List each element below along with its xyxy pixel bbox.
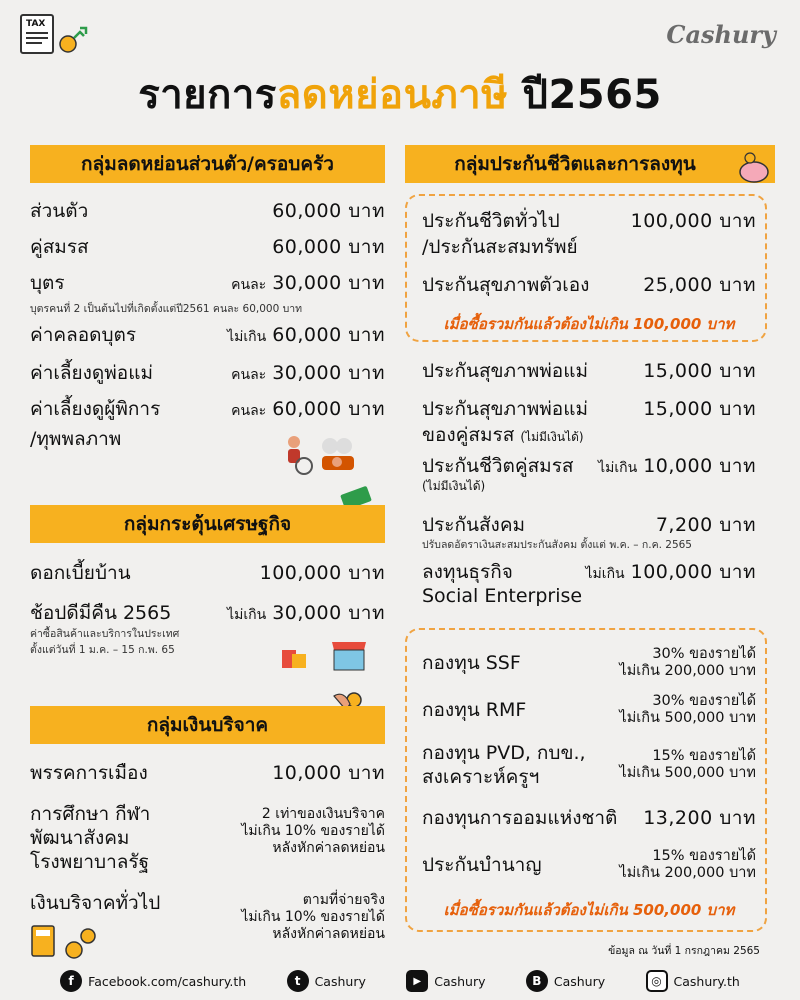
- item-label: พัฒนาสังคม: [30, 827, 130, 849]
- item-label: ประกันสุขภาพพ่อแม่: [422, 360, 588, 382]
- footer-label: Cashury.th: [673, 973, 740, 989]
- list-item: [30, 232, 385, 268]
- item-label: ของคู่สมรส: [422, 424, 515, 446]
- list-item: [422, 396, 756, 454]
- list-item: [30, 320, 385, 358]
- item-label: /ประกันสะสมทรัพย์: [422, 236, 578, 258]
- list-item: [422, 356, 756, 396]
- item-amount: 25,000 บาท: [643, 274, 756, 296]
- item-amount: 30,000 บาท: [272, 362, 385, 384]
- item-amount: 30,000 บาท: [272, 602, 385, 624]
- blockdit-icon: B: [526, 970, 548, 992]
- footer-blockdit-link[interactable]: [526, 970, 605, 992]
- section-heading-personal: กลุ่มลดหย่อนส่วนตัว/ครอบครัว: [30, 145, 385, 183]
- item-label: คู่สมรส: [30, 236, 89, 258]
- title-prefix: รายการ: [138, 72, 277, 118]
- item-label: พรรคการเมือง: [30, 762, 148, 784]
- list-item: [422, 734, 756, 796]
- item-prefix: ไม่เกิน: [227, 607, 267, 623]
- item-desc: ตามที่จ่ายจริง: [302, 892, 385, 908]
- limit-note: เมื่อซื้อรวมกันแล้วต้องไม่เกิน 100,000 บาท: [443, 315, 735, 333]
- list-item: [30, 802, 385, 888]
- item-label: กองทุน PVD, กบข.,: [422, 742, 586, 764]
- footer-label: Facebook.com/cashury.th: [88, 973, 247, 989]
- section-heading-insurance: กลุ่มประกันชีวิตและการลงทุน: [405, 145, 775, 183]
- item-amount: 60,000 บาท: [272, 200, 385, 222]
- item-amount: 10,000 บาท: [643, 455, 756, 477]
- money-growth-icon: [58, 24, 88, 54]
- footer-label: Cashury: [553, 973, 606, 989]
- footer-label: Cashury: [434, 973, 486, 989]
- item-desc: ไม่เกิน 500,000 บาท: [619, 765, 756, 781]
- item-desc: 15% ของรายได้: [652, 848, 756, 864]
- tax-icon-label: TAX: [26, 19, 46, 29]
- item-label: ส่วนตัว: [30, 200, 89, 222]
- item-amount: 100,000 บาท: [259, 562, 385, 584]
- item-note: ปรับลดอัตราเงินสะสมประกันสังคม ตั้งแต่ พ.ค. – ก.ค. 2565: [422, 539, 692, 551]
- item-label: เงินบริจาคทั่วไป: [30, 892, 161, 914]
- social-footer: [0, 962, 800, 1000]
- brand-logo: Cashury: [666, 20, 776, 49]
- footer-instagram-link[interactable]: [646, 970, 740, 992]
- item-amount: 60,000 บาท: [272, 398, 385, 420]
- item-desc: 15% ของรายได้: [652, 748, 756, 764]
- family-care-icon: [282, 432, 372, 476]
- item-amount: 30,000 บาท: [272, 272, 385, 294]
- item-label: กองทุน RMF: [422, 699, 527, 721]
- item-desc: ไม่เกิน 10% ของรายได้: [241, 823, 385, 839]
- item-amount: 15,000 บาท: [643, 360, 756, 382]
- item-label: ประกันสังคม: [422, 514, 526, 536]
- insurance-box1-list: [422, 208, 756, 336]
- instagram-icon: ◎: [646, 970, 668, 992]
- item-label: ประกันชีวิตทั่วไป: [422, 210, 560, 232]
- shopping-icon: [280, 638, 370, 672]
- item-desc: 30% ของรายได้: [652, 693, 756, 709]
- list-item: [422, 208, 756, 270]
- item-prefix: คนละ: [231, 367, 267, 383]
- item-label: การศึกษา กีฬา: [30, 803, 151, 825]
- title-highlight: ลดหย่อนภาษี: [276, 72, 509, 118]
- personal-list: [30, 196, 385, 454]
- item-label: บุตร: [30, 272, 65, 294]
- item-amount: 100,000 บาท: [630, 210, 756, 232]
- item-desc: ไม่เกิน 10% ของรายได้: [241, 909, 385, 925]
- item-desc: หลังหักค่าลดหย่อน: [272, 926, 385, 942]
- list-item: [30, 598, 385, 626]
- item-prefix: ไม่เกิน: [598, 460, 638, 476]
- item-label: Social Enterprise: [422, 585, 583, 607]
- item-prefix: ไม่เกิน: [585, 566, 625, 582]
- item-label: ประกันบำนาญ: [422, 854, 542, 876]
- item-amount: 10,000 บาท: [272, 762, 385, 784]
- item-amount: 13,200 บาท: [643, 807, 756, 829]
- insurance-box2-list: [422, 640, 756, 922]
- item-label: ประกันสุขภาพตัวเอง: [422, 274, 590, 296]
- item-label-note: (ไม่มีเงินได้): [422, 479, 486, 493]
- item-amount: 100,000 บาท: [630, 561, 756, 583]
- footer-youtube-link[interactable]: [406, 970, 485, 992]
- item-label: ค่าเลี้ยงดูพ่อแม่: [30, 362, 153, 384]
- list-item: [422, 560, 756, 610]
- item-label: สงเคราะห์ครูฯ: [422, 766, 540, 788]
- item-label: ดอกเบี้ยบ้าน: [30, 562, 131, 584]
- item-label: กองทุนการออมแห่งชาติ: [422, 807, 618, 829]
- piggy-bank-icon: [736, 150, 772, 186]
- item-amount: 15,000 บาท: [643, 398, 756, 420]
- item-prefix: คนละ: [231, 403, 267, 419]
- item-desc: ไม่เกิน 200,000 บาท: [619, 865, 756, 881]
- item-note: บุตรคนที่ 2 เป็นต้นไปที่เกิดตั้งแต่ปี2561 คนละ 60,000 บาท: [30, 303, 303, 315]
- footer-facebook-link[interactable]: [60, 970, 246, 992]
- list-item: [30, 758, 385, 802]
- item-amount: 7,200 บาท: [655, 514, 756, 536]
- insurance-list: [422, 356, 756, 610]
- data-date-note: ข้อมูล ณ วันที่ 1 กรกฎาคม 2565: [608, 945, 760, 957]
- footer-label: Cashury: [314, 973, 366, 989]
- item-label-continued: /ทุพพลภาพ: [30, 428, 122, 450]
- item-desc: ไม่เกิน 500,000 บาท: [619, 710, 756, 726]
- item-amount: 60,000 บาท: [272, 324, 385, 346]
- list-item: [422, 510, 756, 536]
- list-item: [30, 268, 385, 300]
- item-label: ประกันสุขภาพพ่อแม่: [422, 398, 588, 420]
- item-label: กองทุน SSF: [422, 652, 521, 674]
- list-item: [30, 358, 385, 394]
- item-desc: ไม่เกิน 200,000 บาท: [619, 663, 756, 679]
- item-desc: หลังหักค่าลดหย่อน: [272, 840, 385, 856]
- item-desc: 30% ของรายได้: [652, 646, 756, 662]
- list-item: [422, 454, 756, 510]
- item-prefix: ไม่เกิน: [227, 329, 267, 345]
- list-item: [30, 558, 385, 598]
- item-label: ช้อปดีมีคืน 2565: [30, 602, 172, 624]
- section-heading-economy: กลุ่มกระตุ้นเศรษฐกิจ: [30, 505, 385, 543]
- item-label-note: (ไม่มีเงินได้): [520, 430, 584, 444]
- section-heading-donation: กลุ่มเงินบริจาค: [30, 706, 385, 744]
- tax-document-icon: [20, 14, 54, 54]
- twitter-icon: t: [287, 970, 309, 992]
- page-title: [0, 62, 800, 126]
- item-label: ค่าคลอดบุตร: [30, 324, 137, 346]
- limit-note: เมื่อซื้อรวมกันแล้วต้องไม่เกิน 500,000 บาท: [443, 901, 735, 919]
- item-label: ค่าเลี้ยงดูผู้พิการ: [30, 398, 161, 420]
- list-item: [422, 270, 756, 310]
- title-year: ปี2565: [508, 72, 662, 118]
- list-item: [422, 796, 756, 840]
- donation-list: [30, 758, 385, 948]
- item-desc: 2 เท่าของเงินบริจาค: [261, 806, 385, 822]
- item-prefix: คนละ: [231, 277, 267, 293]
- item-label: โรงพยาบาลรัฐ: [30, 851, 150, 873]
- facebook-icon: f: [60, 970, 82, 992]
- item-label: ประกันชีวิตคู่สมรส: [422, 455, 574, 477]
- list-item: [422, 686, 756, 734]
- item-note: ค่าซื้อสินค้าและบริการในประเทศ: [30, 628, 180, 640]
- list-item: [30, 196, 385, 232]
- list-item: [422, 840, 756, 890]
- youtube-icon: ▶: [406, 970, 428, 992]
- list-item: [30, 394, 385, 424]
- list-item: [422, 640, 756, 686]
- item-label: ลงทุนธุรกิจ: [422, 561, 513, 583]
- footer-twitter-link[interactable]: [287, 970, 366, 992]
- calculator-coins-icon: [28, 922, 100, 962]
- item-note: ตั้งแต่วันที่ 1 ม.ค. – 15 ก.พ. 65: [30, 644, 175, 656]
- item-amount: 60,000 บาท: [272, 236, 385, 258]
